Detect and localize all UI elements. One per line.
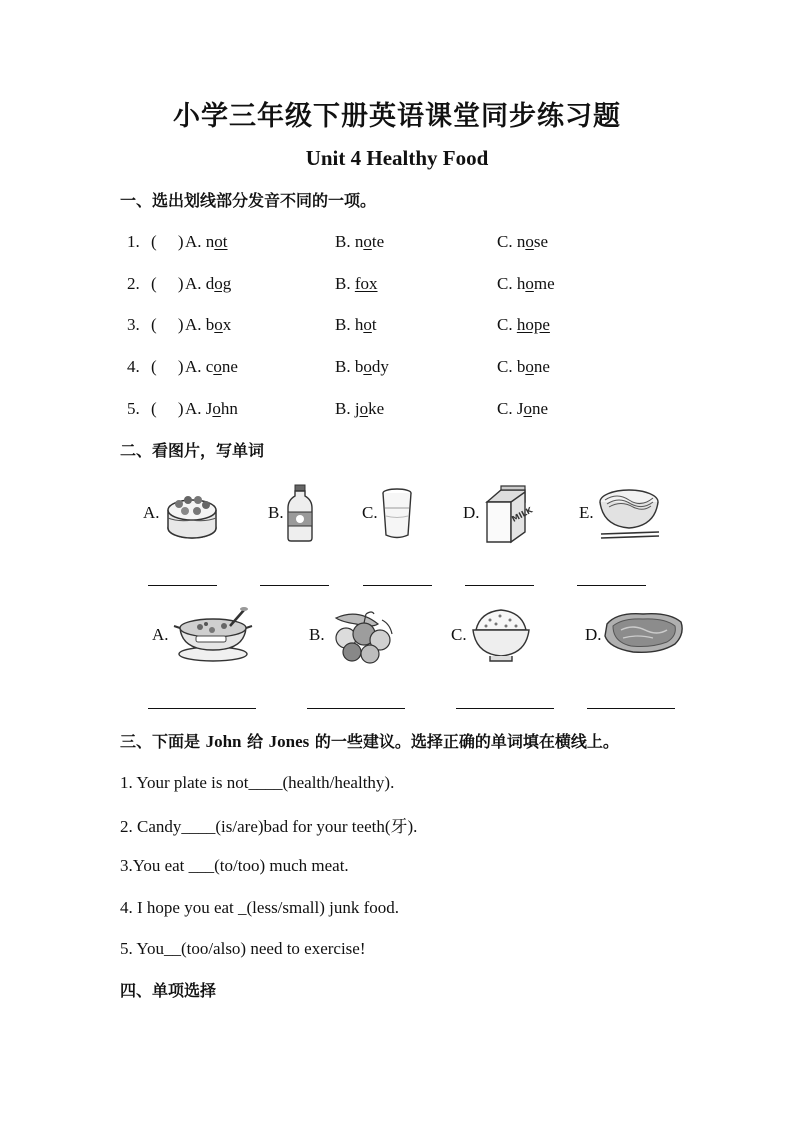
question-number: 4. [127,357,140,376]
fill-in-sentence-4: 4. I hope you eat _(less/small) junk food. [120,898,400,917]
option-c-text: C. n [497,232,526,251]
picture-label-b: B. [268,503,284,522]
section-3-heading [120,729,619,752]
section-1-heading: 一、选出划线部分发音不同的一项。 [120,191,377,210]
option-a-text: A. c [185,357,214,376]
option-b-text-rest: te [371,232,385,251]
option-a-text-rest: ne [221,357,238,376]
option-a-underlined-letters: o [214,315,223,334]
option-c-underlined-letters: hope [516,315,550,334]
section-2-heading: 二、看图片，写单词 [120,441,265,460]
answer-blank-row1-b[interactable] [260,584,329,586]
option-a-underlined-letters: og [214,274,232,293]
option-b-underlined-letters: o [363,357,372,376]
option-c-text-rest: ne [533,357,550,376]
option-c-underlined-letters: o [523,399,532,418]
option-a [185,315,231,335]
option-c [497,232,548,252]
option-b-text: B. [335,274,355,293]
option-a [185,274,231,294]
option-b-text-rest: dy [371,357,389,376]
option-c-text: C. b [497,357,526,376]
question-number: 1. [127,232,140,251]
option-b [335,315,377,335]
noodles-icon [597,486,661,542]
milk-carton-icon [481,484,535,544]
option-c [497,357,550,377]
answer-blank-row1-c[interactable] [363,584,432,586]
answer-bracket[interactable]: ( ) [151,274,184,293]
meat-icon [603,610,685,656]
question-number: 2. [127,274,140,293]
answer-blank-row2-c[interactable] [456,707,554,709]
soup-icon [172,606,254,662]
option-b-underlined-letters: o [359,399,369,418]
option-c-text: C. J [497,399,524,418]
picture-label-a2: A. [152,625,169,644]
cake-icon [163,484,221,542]
option-c-text-rest: me [533,274,555,293]
section-3-heading-mid: 给 [241,732,269,751]
option-c-text-rest: se [533,232,549,251]
unit-subtitle: Unit 4 Healthy Food [305,146,489,170]
option-c [497,399,548,419]
option-c [497,274,555,294]
option-a-underlined-letters: o [212,399,221,418]
answer-blank-row2-a[interactable] [148,707,256,709]
option-a-text: A. n [185,232,215,251]
rice-bowl-icon [470,604,532,664]
question-number: 5. [127,399,140,418]
answer-blank-row1-e[interactable] [577,584,646,586]
glass-icon [381,488,413,540]
option-b [335,399,384,419]
answer-bracket[interactable]: ( ) [151,357,184,376]
question-row [127,357,727,381]
option-c-text-rest: ne [531,399,549,418]
option-a-text-rest: hn [220,399,238,418]
answer-blank-row1-d[interactable] [465,584,534,586]
picture-label-d2: D. [585,625,602,644]
picture-label-b2: B. [309,625,325,644]
option-b [335,357,389,377]
option-a [185,232,228,252]
option-a-text: A. d [185,274,215,293]
answer-bracket[interactable]: ( ) [151,232,184,251]
picture-label-e: E. [579,503,594,522]
answer-bracket[interactable]: ( ) [151,315,184,334]
option-a [185,399,238,419]
section-3-heading-post: 的一些建议。选择正确的单词填在横线上。 [309,732,619,751]
option-b-text-rest: t [371,315,377,334]
section-3-name-john: John [205,732,242,751]
option-c-text: C. h [497,274,526,293]
water-bottle-icon [285,484,315,542]
option-b-text: B. b [335,357,364,376]
picture-label-d: D. [463,503,480,522]
option-b-text: B. n [335,232,364,251]
option-b [335,232,384,252]
option-c [497,315,550,335]
page-title: 小学三年级下册英语课堂同步练习题 [173,101,621,132]
fill-in-sentence-5: 5. You__(too/also) need to exercise! [120,939,366,958]
option-a-text: A. b [185,315,215,334]
option-c-text: C. [497,315,517,334]
section-3-heading-pre: 三、下面是 [120,732,206,751]
answer-blank-row1-a[interactable] [148,584,217,586]
option-b-underlined-letters: o [363,232,372,251]
fruit-icon [328,604,394,664]
section-4-heading: 四、单项选择 [120,981,217,1000]
picture-label-c2: C. [451,625,467,644]
question-row [127,232,727,256]
option-a [185,357,238,377]
option-b-text: B. j [335,399,360,418]
section-3-name-jones: Jones [268,732,310,751]
option-b-text: B. h [335,315,364,334]
option-b-underlined-letters: o [363,315,372,334]
answer-bracket[interactable]: ( ) [151,399,184,418]
option-b [335,274,378,294]
fill-in-sentence-3: 3.You eat ___(to/too) much meat. [120,856,349,875]
picture-label-a: A. [143,503,160,522]
question-row [127,399,727,423]
answer-blank-row2-d[interactable] [587,707,675,709]
option-a-underlined-letters: o [213,357,222,376]
option-a-underlined-letters: ot [214,232,228,251]
option-b-text-rest: ke [368,399,385,418]
answer-blank-row2-b[interactable] [307,707,405,709]
question-number: 3. [127,315,140,334]
question-row [127,315,727,339]
option-a-text-rest: x [222,315,232,334]
option-c-underlined-letters: o [525,274,534,293]
question-row [127,274,727,298]
fill-in-sentence-1: 1. Your plate is not____(health/healthy). [120,773,395,792]
option-c-underlined-letters: o [525,357,534,376]
fill-in-sentence-2: 2. Candy____(is/are)bad for your teeth(牙). [120,817,418,836]
option-c-underlined-letters: o [525,232,534,251]
svg-text:MILK: MILK [510,505,535,524]
option-a-text: A. J [185,399,213,418]
picture-label-c: C. [362,503,378,522]
option-b-underlined-letters: fox [354,274,378,293]
